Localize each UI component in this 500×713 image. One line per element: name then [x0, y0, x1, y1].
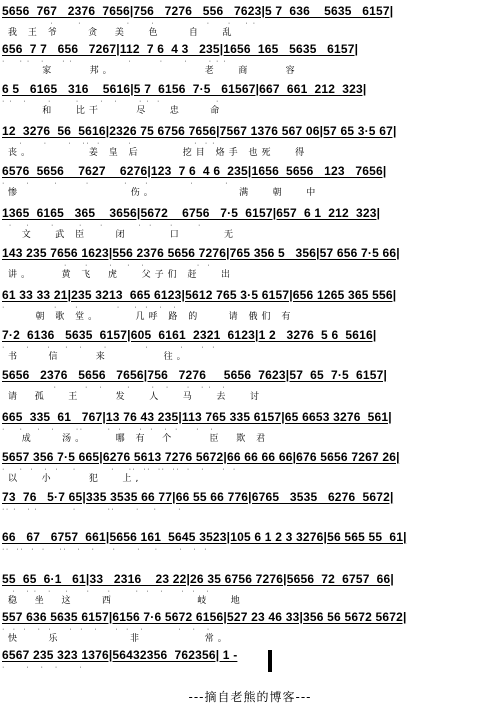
note-line: 55 65 6·1 61|33 2316 23 22|26 35 6756 7276|5656 72 6757 66| [2, 572, 394, 586]
note-line: 73 76 5·7 65|335 3535 66 77|66 55 66 776|6765 3535 6276 5672| [2, 490, 394, 504]
lyric-line: 惨 伤。 满 朝 中 [8, 188, 320, 198]
lyric-line: 文 武 臣 闭 口 无 [8, 230, 237, 240]
lyric-line: 书 信 来 往。 [8, 352, 190, 362]
note-line: 5657 356 7·5 665|6276 5613 7276 5672|66 66 66 66|676 5656 7267 26| [2, 450, 400, 464]
final-barline [268, 650, 272, 672]
note-line: 12 3276 56 5616|2326 75 6756 7656|7567 1376 567 06|57 65 3·5 67| [2, 124, 397, 138]
staff-row [2, 368, 498, 402]
lyric-line [8, 511, 498, 523]
note-line: 6567 235 323 1376|56432356 762356| 1 - [2, 648, 238, 662]
staff-row [2, 328, 498, 362]
note-line: 7·2 6136 5635 6157|605 6161 2321 6123|1 2 3276 5 6 5616| [2, 328, 377, 342]
octave-dots: ·· · · · · ·· · · · [2, 506, 182, 513]
octave-dots: · · · · · · · ·· ·· ·· ·· · · · · [2, 466, 237, 473]
lyric-line: 请 孤 王 发 人 马 去 讨 [8, 392, 263, 402]
octave-dots: · · · · · · · · · · · · · · [2, 626, 211, 633]
staff-row [2, 206, 498, 240]
octave-dots: · · · · · · · · · · [2, 384, 227, 391]
staff-row [2, 82, 498, 116]
staff-row [2, 490, 498, 524]
lyric-line: 和 比干 尽 忠 命 [8, 106, 224, 116]
staff-row [2, 410, 498, 444]
note-line: 665 335 61 767|13 76 43 235|113 765 335 6157|65 6653 3276 561| [2, 410, 392, 424]
final-staff-row [2, 648, 498, 674]
octave-dots: · · · · · · · · [2, 304, 178, 311]
lyric-line [8, 669, 498, 681]
octave-dots: · · · · ·· · · · · · · · · [2, 426, 215, 433]
note-line: 66 67 6757 661|5656 161 5645 3523|105 6 1 2 3 3276|56 565 55 61| [2, 530, 407, 544]
lyric-line: 朝 歌 堂。 几呼 路 的 请 俄们 有 [8, 312, 295, 322]
staff-row [2, 288, 498, 322]
note-line: 557 636 5635 6157|6156 7·6 5672 6156|527 23 46 33|356 56 5672 5672| [2, 610, 407, 624]
lyric-line: 丧。 姜 皇 后 挖目 烙手 也死 得 [8, 148, 309, 158]
lyric-line: 我 王 爷 贪 美 色 自 乱 [8, 28, 236, 38]
octave-dots: · · · · · · · · · · · · · [2, 588, 211, 595]
note-line: 6 5 6165 316 5616|5 7 6156 7·5 61567|667 661 212 323| [2, 82, 367, 96]
source-footer: ---摘自老熊的博客--- [188, 690, 312, 704]
staff-row [2, 124, 498, 158]
staff-row [2, 530, 498, 564]
staff-row [2, 610, 498, 644]
staff-row [2, 42, 498, 76]
octave-dots: · · · ·· · · · · · [2, 140, 216, 147]
staff-row [2, 246, 498, 280]
note-line: 5656 767 2376 7656|756 7276 556 7623|5 7 636 5635 6157| [2, 4, 394, 18]
note-line: 656 7 7 656 7267|112 7 6 4 3 235|1656 165 5635 6157| [2, 42, 359, 56]
octave-dots: ·· ·· · · ·· · · · · · · · · [2, 546, 208, 553]
lyric-line: 家 邦。 老 商 容 [8, 66, 299, 76]
note-line: 61 33 33 21|235 3213 665 6123|5612 765 3·5 6157|656 1265 365 556| [2, 288, 397, 302]
octave-dots: · · · · · · · · · [2, 222, 202, 229]
lyric-line: 快 乐 非 常。 [8, 634, 231, 644]
staff-row [2, 4, 498, 38]
octave-dots: · · · · · · · · · · · · [2, 58, 228, 65]
note-line: 143 235 7656 1623|556 2376 5656 7276|765 356 5 356|57 656 7·5 66| [2, 246, 400, 260]
octave-dots: · · · · · · · · · · [2, 344, 216, 351]
lyric-line: 成 汤。 哪 有 个 臣 欺 君 [8, 434, 270, 444]
lyric-line: 稳 坐 这 西 岐 地 [8, 596, 244, 606]
staff-row [2, 572, 498, 606]
note-line: 5656 2376 5656 7656|756 7276 5656 7623|57 65 7·5 6157| [2, 368, 388, 382]
octave-dots: · · · · · · · · [2, 180, 230, 187]
staff-row [2, 450, 498, 484]
octave-dots: · · · · · · · · [2, 20, 257, 27]
staff-row [2, 164, 498, 198]
note-line: 1365 6165 365 3656|5672 6756 7·5 6157|657 6 1 212 323| [2, 206, 381, 220]
note-line: 6576 5656 7627 6276|123 7 6 4 6 235|1656 5656 123 7656| [2, 164, 387, 178]
octave-dots: · · · · · [2, 664, 84, 671]
lyric-line: 讲。 黄 飞 虎 父子们 赶 出 [8, 270, 235, 280]
octave-dots: · · · · · · · · · · · [2, 98, 220, 105]
octave-dots: · · · · · · · [2, 262, 212, 269]
lyric-line [8, 551, 498, 563]
lyric-line: 以 小 犯 上, [8, 474, 143, 484]
